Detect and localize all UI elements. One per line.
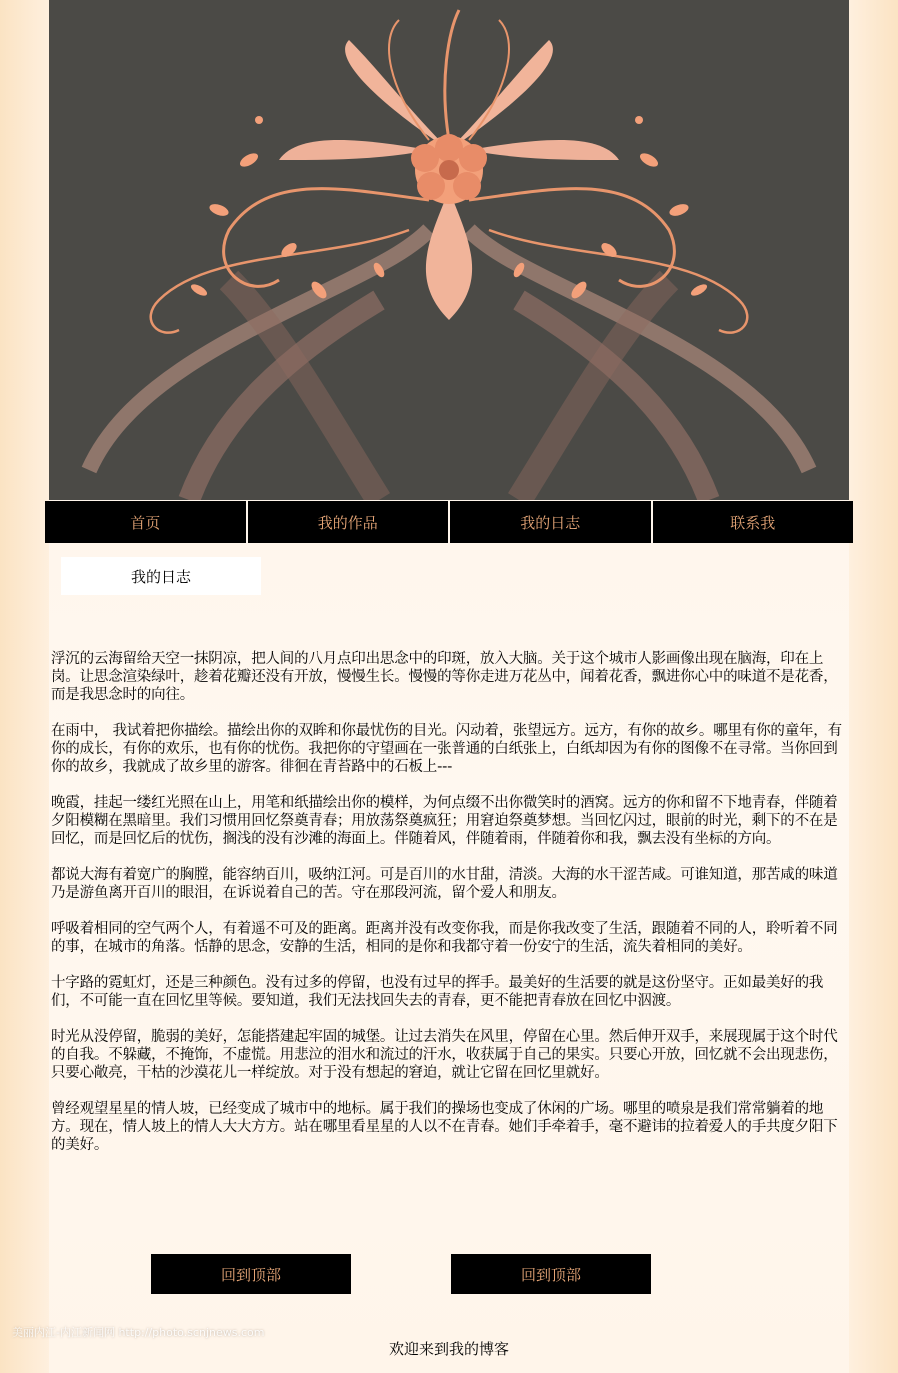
floral-banner-image (49, 0, 849, 500)
article-paragraph: 都说大海有着宽广的胸膛，能容纳百川，吸纳江河。可是百川的水甘甜，清淡。大海的水干涩苦咸。可谁知道，那苦咸的味道乃是游鱼离开百川的眼泪，在诉说着自己的苦。守在那段河流，留个爱人和朋友。 (51, 867, 838, 901)
nav-item-works[interactable]: 我的作品 (248, 501, 449, 543)
journal-article (51, 650, 843, 1172)
article-paragraph: 浮沉的云海留给天空一抹阴凉，把人间的八月点印出思念中的印斑，放入大脑。关于这个城市人影画像出现在脑海，印在上岗。让思念渲染绿叶，趁着花瓣还没有开放，慢慢生长。慢慢的等你走进万花丛中，闻着花香，飘进你心中的味道不是花香，而是我思念时的向往。 (51, 651, 838, 703)
article-paragraph: 十字路的霓虹灯，还是三种颜色。没有过多的停留，也没有过早的挥手。最美好的生活要的就是这份坚守。正如最美好的我们，不可能一直在回忆里等候。要知道，我们无法找回失去的青春，更不能把青春放在回忆中泅渡。 (51, 975, 824, 1009)
section-title: 我的日志 (61, 557, 261, 595)
article-paragraph: 时光从没停留，脆弱的美好，怎能搭建起牢固的城堡。让过去消失在风里，停留在心里。然后伸开双手，来展现属于这个时代的自我。不躲藏，不掩饰，不虚慌。用悲泣的泪水和流过的汗水，收获属于自己的果实。只要心开放，回忆就不会出现悲伤，只要心敞亮，干枯的沙漠花儿一样绽放。对于没有想起的窘迫，就让它留在回忆里就好。 (51, 1029, 838, 1081)
article-paragraph: 呼吸着相同的空气两个人，有着遥不可及的距离。距离并没有改变你我，而是你我改变了生活，跟随着不同的人，聆听着不同的事，在城市的角落。恬静的思念，安静的生活，相同的是你和我都守着一份安宁的生活，流失着相同的美好。 (51, 921, 838, 955)
article-paragraph: 在雨中， 我试着把你描绘。描绘出你的双眸和你最忧伤的目光。闪动着，张望远方。远方，有你的故乡。哪里有你的童年，有你的成长，有你的欢乐，也有你的忧伤。我把你的守望画在一张普通的白纸张上，白纸却因为有你的图像不在寻常。当你回到你的故乡，我就成了故乡里的游客。徘徊在青苔路中的石板上--- (51, 723, 842, 775)
back-to-top-button-right[interactable]: 回到顶部 (451, 1254, 651, 1294)
back-to-top-button-left[interactable]: 回到顶部 (151, 1254, 351, 1294)
nav-item-contact[interactable]: 联系我 (653, 501, 854, 543)
photo-watermark: 美丽内江-内江新闻网 http://photo.scnjnews.com (12, 1326, 265, 1339)
main-nav (45, 501, 853, 543)
footer-welcome-text: 欢迎来到我的博客 (388, 1340, 509, 1358)
article-paragraph: 晚霞，挂起一缕红光照在山上，用笔和纸描绘出你的模样，为何点缀不出你微笑时的酒窝。远方的你和留不下地青春，伴随着夕阳模糊在黑暗里。我们习惯用回忆祭奠青春；用放荡祭奠疯狂；用窘迫祭奠梦想。当回忆闪过，眼前的时光，剩下的不在是回忆，而是回忆后的忧伤，搁浅的没有沙滩的海面上。伴随着风，伴随着雨，伴随着你和我，飘去没有坐标的方向。 (51, 795, 838, 847)
nav-item-journal[interactable]: 我的日志 (450, 501, 651, 543)
nav-item-home[interactable]: 首页 (45, 501, 246, 543)
article-paragraph: 曾经观望星星的情人坡，已经变成了城市中的地标。属于我们的操场也变成了休闲的广场。哪里的喷泉是我们常常躺着的地方。现在，情人坡上的情人大大方方。站在哪里看星星的人以不在青春。她们手牵着手，毫不避讳的拉着爱人的手共度夕阳下的美好。 (51, 1101, 838, 1153)
